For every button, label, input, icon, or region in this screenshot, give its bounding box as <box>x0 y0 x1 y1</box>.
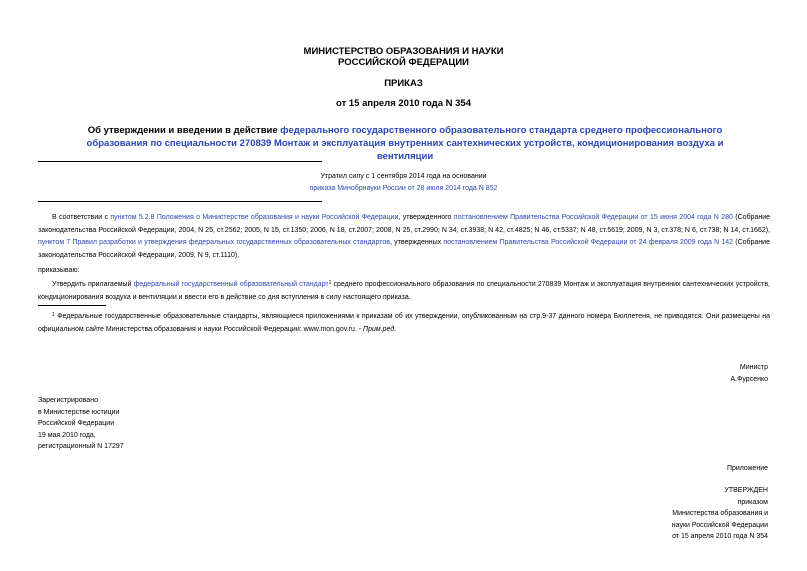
signature-role: Министр <box>739 364 768 371</box>
appendix-label: Приложение <box>726 465 768 472</box>
document-title <box>60 124 750 163</box>
footnote-text: Федеральные государственные образовательные стандарты, являющиеся приложениями к приказам об их утверждении, опубликованным на стр.9-37 данного номера Бюллетеня, не приводятся. Они размещены на официальном сайте Министерства образования и науки Российской Федерации: www.mon.gov.ru. - <box>38 313 770 333</box>
footnote-mark: 1 <box>52 312 55 318</box>
appendix-approval-block <box>560 485 768 543</box>
regulation-link[interactable]: пунктом 5.2.8 Положения о Министерстве образования и науки Российской Федерации <box>110 214 399 221</box>
approval-line: приказом <box>737 498 768 506</box>
preamble-text-4: , утвержденных <box>389 239 444 246</box>
rules-item-7-link[interactable]: пунктом 7 Правил разработки и утверждения федеральных государственных образовательных стандартов <box>38 239 390 246</box>
preamble-text-3: (Собрание законодательства Российской Федерации, 2004, N 25, ст.2562; 2005, N 15, ст.1350; 2006, N 18, ст.2007; 2008, N 25, ст.2990; N 34, ст.3938; N 42, ст.4825; N 46, ст.5337; N 48, ст.5619; 2009, N 3, ст.378; N 6, ст.738; N 14, ст.1662), <box>38 214 770 234</box>
registration-line: регистрационный N 17297 <box>38 443 124 450</box>
ministry-name-line1: МИНИСТЕРСТВО ОБРАЗОВАНИЯ И НАУКИ <box>303 46 504 57</box>
repeal-order-link[interactable]: приказа Минобрнауки России от 28 июля 2014 года N 852 <box>309 185 498 192</box>
registration-line: Российской Федерации <box>38 420 115 427</box>
divider-status <box>38 201 322 202</box>
preamble-paragraph <box>38 212 770 262</box>
standard-link[interactable]: федеральный государственный образовательный стандарт <box>133 281 329 288</box>
signature-name: А.Фурсенко <box>730 376 768 383</box>
preamble-text-5: (Собрание законодательства Российской Федерации, 2009, N 9, ст.1110), <box>38 239 770 259</box>
title-text: Об утверждении и введении в действие <box>87 125 281 136</box>
registration-line: Зарегистрировано <box>38 397 98 404</box>
approve-text-1: Утвердить прилагаемый <box>52 281 134 288</box>
footnote-editor-note: Прим.ред. <box>363 325 397 333</box>
footnote <box>38 309 770 336</box>
ministry-name-line2: РОССИЙСКОЙ ФЕДЕРАЦИИ <box>337 57 469 68</box>
registration-line: 19 мая 2010 года, <box>38 431 96 439</box>
approval-line: УТВЕРЖДЕН <box>724 487 768 494</box>
document-type: ПРИКАЗ <box>384 78 423 89</box>
order-word: приказываю: <box>38 267 80 274</box>
registration-block <box>38 395 124 453</box>
resolution-280-link[interactable]: постановлением Правительства Российской Федерации от 15 июня 2004 года N 280 <box>453 214 733 221</box>
preamble-text-2: , утвержденного <box>398 214 454 221</box>
footnote-divider <box>38 305 106 306</box>
resolution-142-link[interactable]: постановлением Правительства Российской Федерации от 24 февраля 2009 года N 142 <box>443 239 734 246</box>
status-note: Утратил силу с 1 сентября 2014 года на основании <box>320 173 487 180</box>
registration-line: в Министерстве юстиции <box>38 408 120 416</box>
divider-top <box>38 161 322 162</box>
approval-line: от 15 апреля 2010 года N 354 <box>672 533 768 540</box>
approve-text-2: среднего профессионального образования по специальности 270839 Монтаж и эксплуатация внутренних сантехнических устройств, кондиционирования воздуха и вентиляции и ввести его в действие со дня вступления в силу настоящего приказа. <box>38 281 770 301</box>
document-date: от 15 апреля 2010 года N 354 <box>336 98 471 109</box>
approve-paragraph <box>38 277 770 304</box>
title-standard-link[interactable]: федерального государственного образовательного стандарта среднего профессионального образования по специальности 270839 Монтаж и эксплуатация внутренних сантехнических устройств, кондиционирования воздуха и вентиляции <box>86 125 724 162</box>
approval-line: Министерства образования и <box>672 510 768 517</box>
preamble-text-1: В соответствии с <box>52 214 111 221</box>
approval-line: науки Российской Федерации <box>671 521 768 529</box>
footnote-ref[interactable]: 1 <box>328 280 332 286</box>
